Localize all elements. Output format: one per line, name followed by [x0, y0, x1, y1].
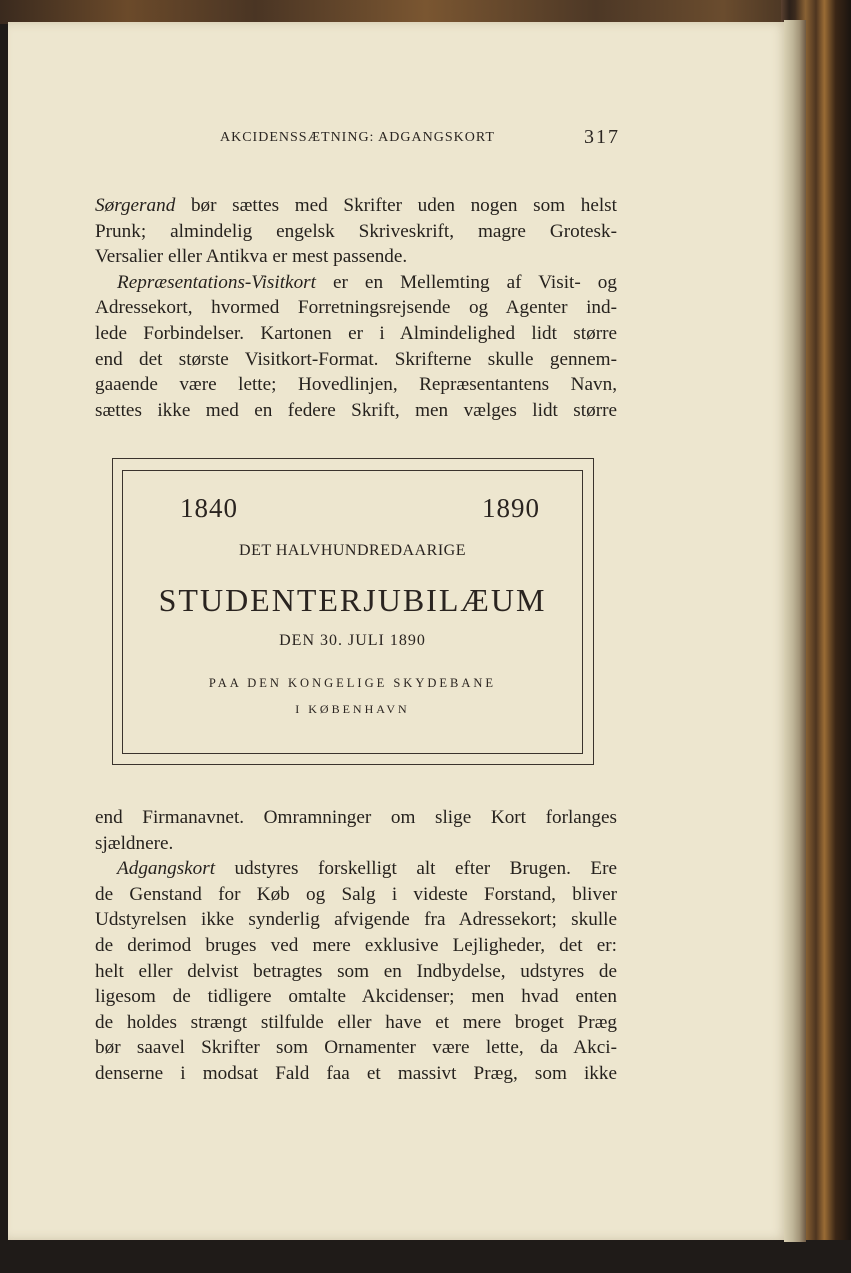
- paragraph-2-line-4: end det største Visitkort-Format. Skrifterne skulle gennem-: [95, 348, 617, 370]
- card-city: I KØBENHAVN: [295, 702, 410, 716]
- term-adgangskort: Adgangskort: [117, 858, 216, 880]
- card-date: DEN 30. JULI 1890: [279, 632, 426, 649]
- paragraph-1-line-1: Sørgerand bør sættes med Skrifter uden nogen som helst: [95, 195, 617, 216]
- card-year-left: 1840: [180, 493, 238, 523]
- paragraph-4-line-6: ligesom de tidligere omtalte Akcidenser; men hvad enten: [95, 986, 617, 1008]
- card-subtitle: DET HALVHUNDREDAARIGE: [239, 542, 466, 559]
- book-bottom-edge: [0, 1240, 851, 1273]
- paragraph-2-line-1: Repræsentations-Visitkort er en Mellemting af Visit- og: [117, 271, 617, 293]
- paragraph-4-line-8: bør saavel Skrifter som Ornamenter være lette, da Akci-: [95, 1037, 617, 1059]
- card-venue: PAA DEN KONGELIGE SKYDEBANE: [208, 676, 497, 690]
- paragraph-1-line-2: Prunk; almindelig engelsk Skriveskrift, magre Grotesk-: [95, 220, 617, 242]
- card-title: STUDENTERJUBILÆUM: [158, 582, 547, 618]
- paragraph-3-line-2: sjældnere.: [95, 832, 174, 854]
- paragraph-4-line-2: de Genstand for Køb og Salg i videste Forstand, bliver: [95, 883, 617, 905]
- text-block-top: [95, 193, 617, 423]
- running-title: AKCIDENSSÆTNING: ADGANGSKORT: [220, 130, 495, 145]
- paragraph-4-line-1: Adgangskort udstyres forskelligt alt efter Brugen. Ere: [117, 858, 617, 880]
- paragraph-4-line-3: Udstyrelsen ikke synderlig afvigende fra Adressekort; skulle: [95, 909, 617, 931]
- term-sorgerand: Sørgerand: [95, 195, 176, 216]
- term-repraesentations-visitkort: Repræsentations-Visitkort: [117, 271, 316, 293]
- page-stack-edge: [784, 20, 806, 1242]
- paragraph-2-line-3: lede Forbindelser. Kartonen er i Almindelighed lidt større: [95, 322, 617, 344]
- paragraph-2-line-5: gaaende være lette; Hovedlinjen, Repræsentantens Navn,: [95, 374, 617, 396]
- card-year-right: 1890: [482, 493, 540, 523]
- paragraph-2-line-6: sættes ikke med en federe Skrift, men vælges lidt større: [95, 399, 617, 421]
- text-block-bottom: [95, 805, 617, 1087]
- paragraph-3-line-1: end Firmanavnet. Omramninger om slige Kort forlanges: [95, 807, 617, 828]
- running-head: [210, 126, 630, 152]
- paragraph-4-line-5: helt eller delvist betragtes som en Indbydelse, udstyres de: [95, 960, 617, 982]
- paragraph-1-line-3: Versalier eller Antikva er mest passende.: [95, 246, 408, 268]
- book-top-edge: [0, 0, 851, 24]
- paragraph-4-line-4: de derimod bruges ved mere exklusive Lejligheder, det er:: [95, 934, 617, 956]
- paragraph-4-line-7: de holdes strængt stilfulde eller have et mere broget Præg: [95, 1011, 617, 1033]
- page-number: 317: [584, 126, 620, 148]
- paragraph-2-line-2: Adressekort, hvormed Forretningsrejsende og Agenter ind-: [95, 297, 617, 319]
- paragraph-4-line-9: denserne i modsat Fald faa et massivt Præg, som ikke: [95, 1062, 617, 1084]
